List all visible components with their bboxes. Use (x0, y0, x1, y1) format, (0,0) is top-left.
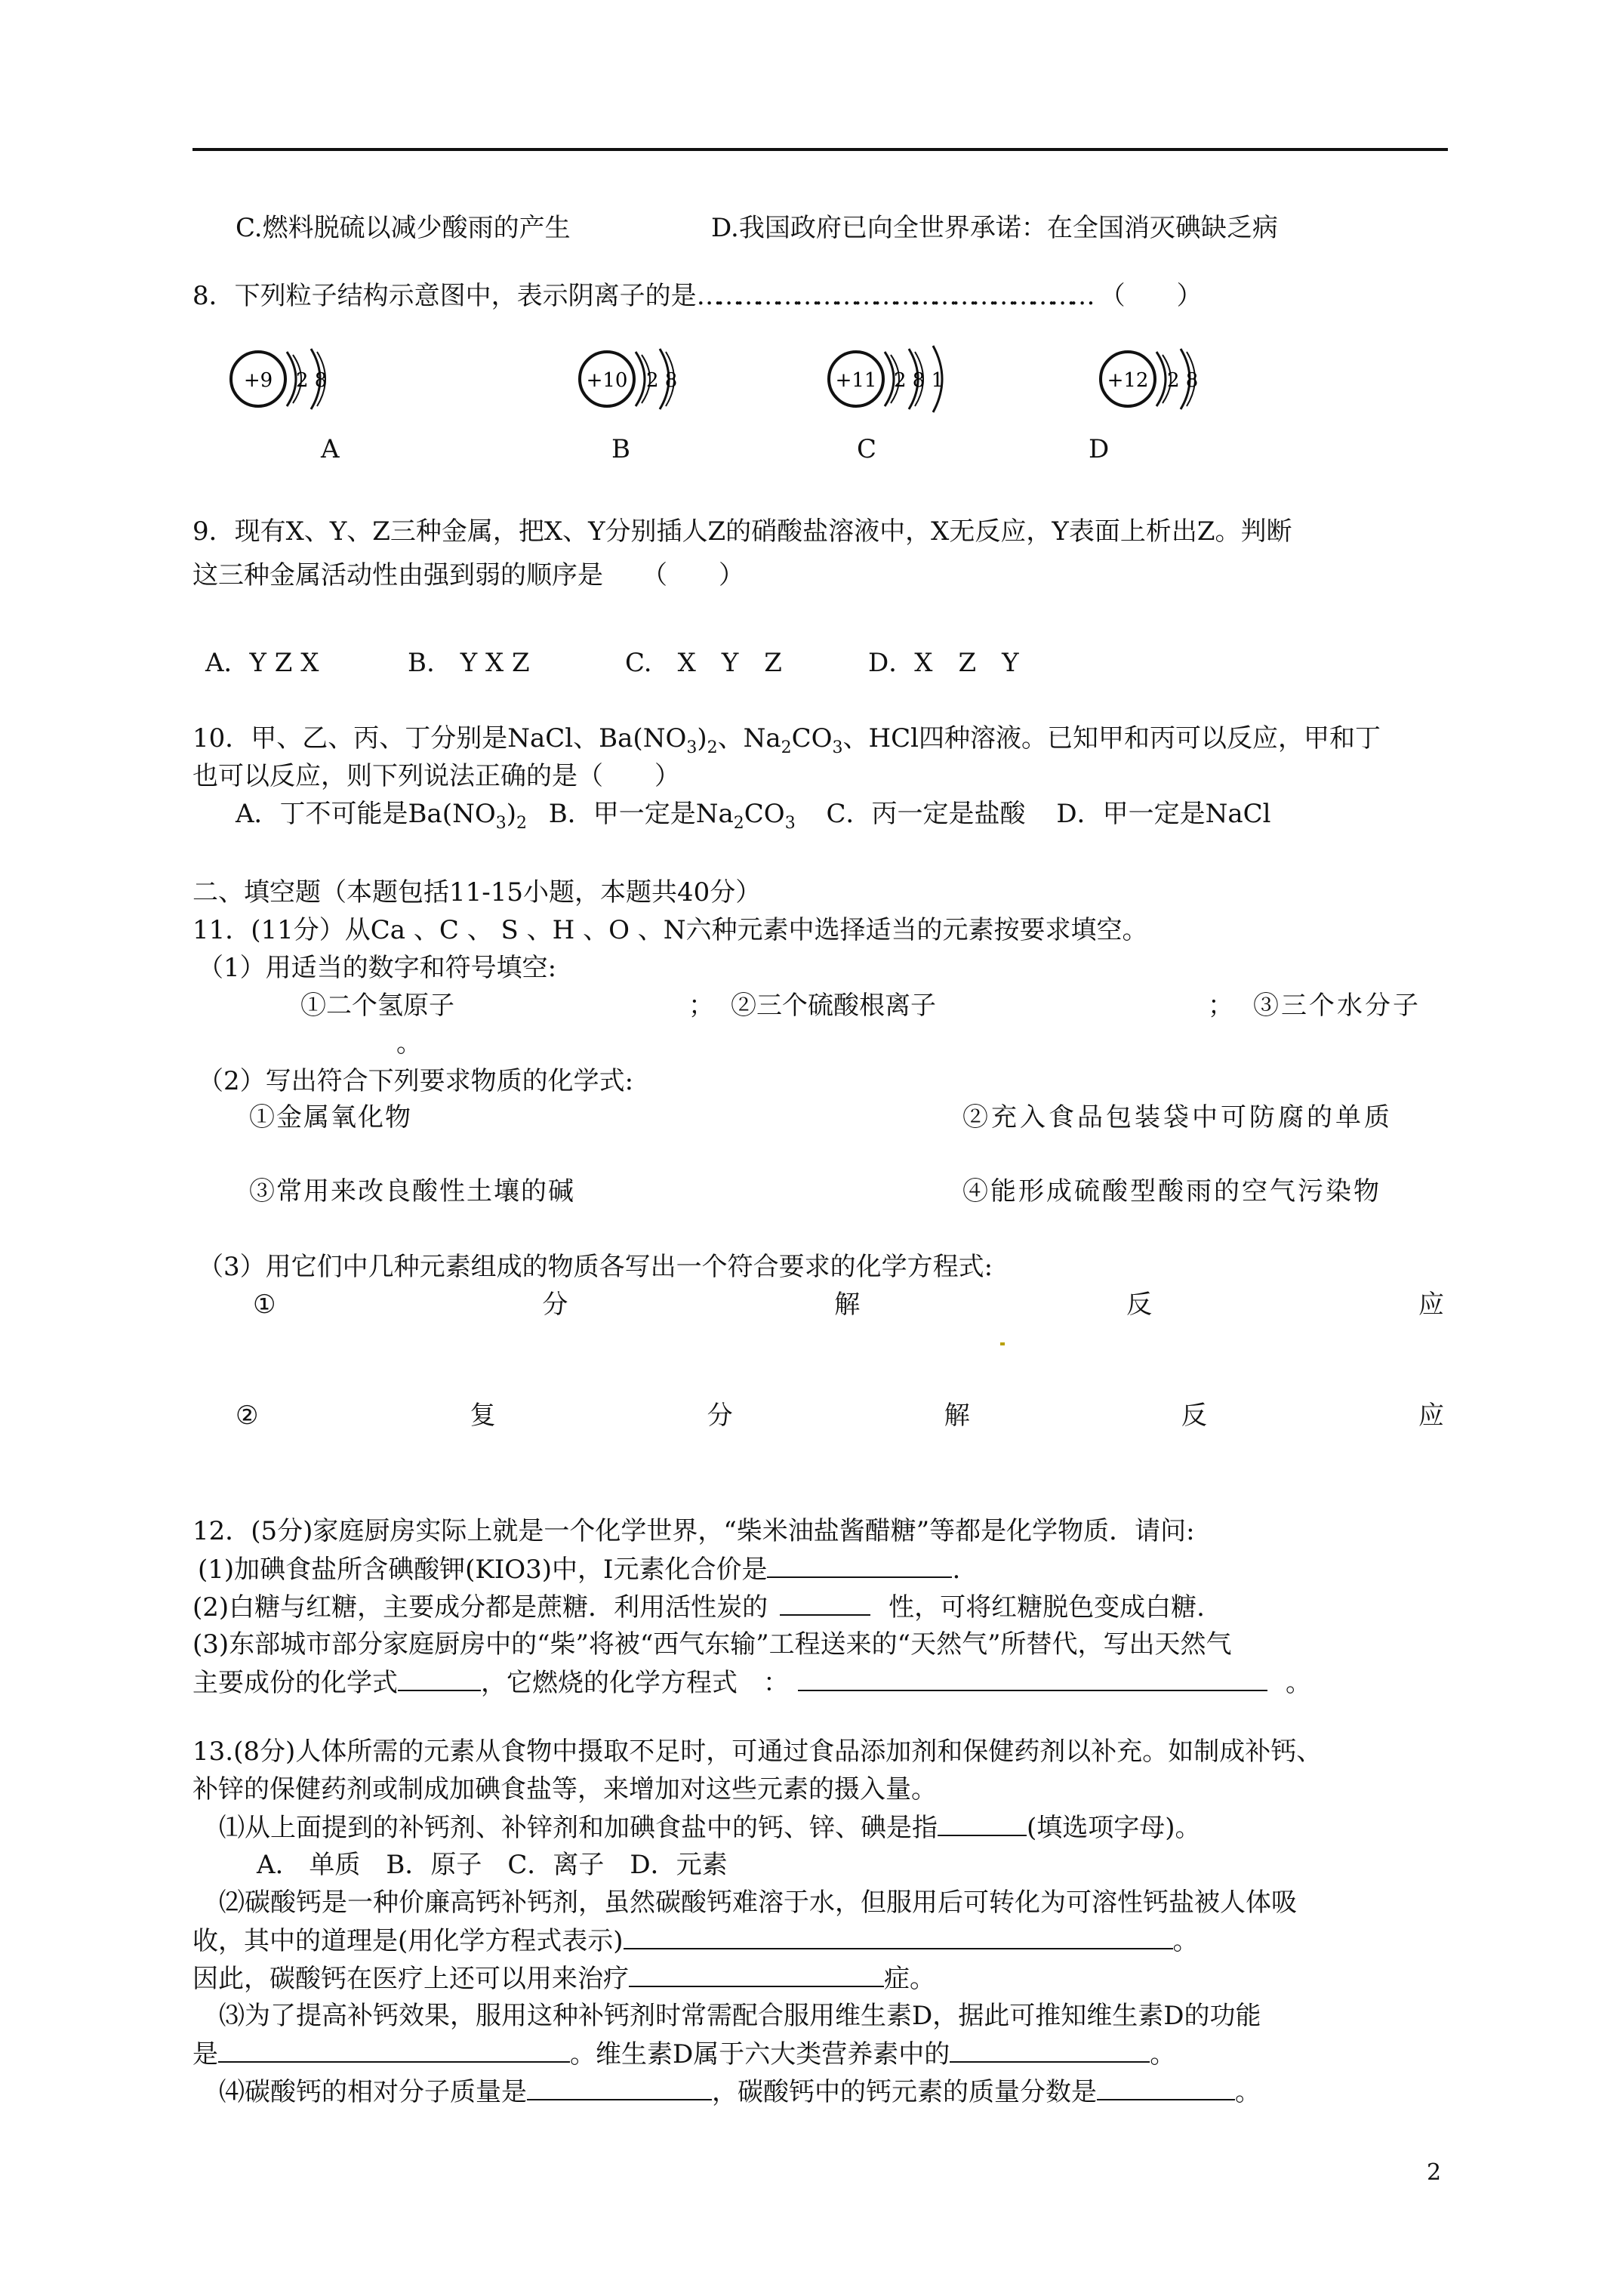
q13-s1-blank[interactable] (938, 1812, 1027, 1836)
q13-s2-line2 (192, 1925, 1199, 1957)
q13-s3-a: 是 (192, 2039, 218, 2069)
q11-part1: （1）用适当的数字和符号填空: (198, 953, 557, 983)
q9-line2: 这三种金属活动性由强到弱的顺序是 （ ） (192, 560, 744, 590)
q11-p3-1-marker: ① (253, 1290, 276, 1320)
q8-stem-text: 8．下列粒子结构示意图中，表示阴离子的是 (192, 281, 697, 311)
q13-s3-blank1[interactable] (218, 2039, 570, 2063)
q10-opt-a-sub1: 3 (495, 813, 507, 833)
q10-opt-a-sub2: 2 (516, 813, 527, 833)
q11-p1-end: 。 (396, 1028, 422, 1059)
q11-p3-2-char3: 解 (944, 1401, 970, 1431)
q7-option-c: C.燃料脱硫以减少酸雨的产生 (236, 213, 571, 243)
section2-heading: 二、填空题（本题包括11-15小题，本题共40分） (192, 877, 762, 908)
q10-opt-a: A．丁不可能是Ba(NO (236, 799, 496, 829)
q10-opt-b: B．甲一定是Na (548, 799, 734, 829)
page-number: 2 (1427, 2159, 1442, 2186)
atom-b-label: B (611, 434, 630, 464)
atom-a-nucleus: +9 (243, 369, 273, 392)
atom-c-label: C (857, 434, 877, 464)
q10-options (236, 799, 1271, 834)
q12-s3-end: 。 (1286, 1668, 1311, 1698)
q11-p3-2-char1: 复 (470, 1401, 496, 1431)
q13-s3-line1: ⑶为了提高补钙效果，服用这种补钙剂时常需配合服用维生素D，据此可推知维生素D的功能 (219, 2001, 1261, 2031)
atom-b-nucleus: +10 (586, 369, 628, 392)
q10-line1-i: 、HCl四种溶液。已知甲和丙可以反应，甲和丁 (842, 723, 1381, 754)
q10-opt-b-sub1: 2 (733, 813, 744, 833)
q12-s1-text: (1)加碘食盐所含碘酸钾(KIO3)中，I元素化合价是 (198, 1555, 768, 1585)
q12-s1-blank[interactable] (767, 1554, 952, 1578)
q9-option-a: A．Y Z X (205, 648, 319, 678)
q13-s1-options: A. 单质 B．原子 C．离子 D．元素 (257, 1850, 728, 1880)
q11-stem: 11．(11分）从Ca 、C 、 S 、H 、O 、N六种元素中选择适当的元素按要求填空。 (192, 915, 1148, 945)
q11-part2: （2）写出符合下列要求物质的化学式: (198, 1066, 634, 1096)
q11-p3-2-marker: ② (236, 1401, 259, 1431)
q10-line1-g: CO (791, 723, 833, 754)
q12-s3-blank2[interactable] (798, 1667, 1267, 1691)
q11-p3-decomposition (253, 1290, 1444, 1321)
q10-line1-c: ) (697, 723, 707, 754)
q13-s2-line2-text: 收，其中的道理是(用化学方程式表示) (192, 1926, 624, 1956)
atom-a-shells: 2 8 (296, 369, 328, 392)
q13-s1-a: ⑴从上面提到的补钙剂、补锌剂和加碘食盐中的钙、锌、碘是指 (219, 1813, 938, 1843)
atom-b-shells: 2 8 (646, 369, 678, 392)
q10-line2: 也可以反应，则下列说法正确的是（ ） (192, 761, 680, 791)
q11-p2-3: ③常用来改良酸性土壤的碱 (249, 1176, 575, 1207)
q12-s2-a: (2)白糖与红糖，主要成分都是蔗糖．利用活性炭的 (192, 1592, 768, 1623)
atom-c-shells: 2 8 1 (894, 369, 944, 392)
q13-s3-end: 。 (1150, 2039, 1176, 2069)
atom-diagram-b (575, 338, 704, 429)
q13-s4 (219, 2076, 1261, 2108)
atom-d-label: D (1089, 434, 1110, 464)
q13-s2-line3-b: 症。 (884, 1964, 935, 1994)
q12-s3-line1: (3)东部城市部分家庭厨房中的“柴”将被“西气东输”工程送来的“天然气”所替代，写出天然气 (192, 1629, 1232, 1660)
q11-p3-1-char1: 分 (542, 1290, 568, 1320)
q11-p3-1-char4: 应 (1418, 1290, 1444, 1320)
atom-d-shells: 2 8 (1167, 369, 1199, 392)
q11-p2-4: ④能形成硫酸型酸雨的空气污染物 (962, 1176, 1381, 1207)
q13-s4-end: 。 (1235, 2077, 1261, 2107)
q13-s2-blank2[interactable] (629, 1963, 884, 1987)
q13-s4-blank1[interactable] (527, 2076, 712, 2100)
atom-d-nucleus: +12 (1107, 369, 1149, 392)
q10-opt-b-co: CO (744, 799, 785, 829)
q12-stem: 12．(5分)家庭厨房实际上就是一个化学世界，“柴米油盐酱醋糖”等都是化学物质．请问: (192, 1516, 1195, 1546)
q13-s1-b: (填选项字母)。 (1027, 1813, 1201, 1843)
q12-s2 (192, 1592, 1205, 1623)
q9-option-d: D．X Z Y (868, 648, 1019, 678)
q13-s3-line2 (192, 2039, 1175, 2070)
q11-p3-2-char5: 应 (1418, 1401, 1444, 1431)
atom-diagram-a (226, 338, 355, 429)
q10-line1-sub1: 3 (686, 738, 698, 757)
q11-p3-double-decomposition (236, 1401, 1444, 1432)
q11-p1-semi2: ； (1208, 991, 1233, 1021)
q11-p3-1-char2: 解 (834, 1290, 861, 1320)
speck-mark (1000, 1342, 1005, 1345)
q13-line1: 13.(8分)人体所需的元素从食物中摄取不足时，可通过食品添加剂和保健药剂以补充。如制成补钙、 (192, 1737, 1323, 1767)
q9-option-c: C. X Y Z (625, 648, 782, 678)
q10-line1-a: 10．甲、乙、丙、丁分别是NaCl、Ba(NO (192, 723, 687, 754)
q10-line1-sub2: 2 (707, 738, 718, 757)
atom-c-nucleus: +11 (835, 369, 877, 392)
q10-opt-d: D．甲一定是NaCl (1056, 799, 1271, 829)
q13-s3-blank2[interactable] (950, 2039, 1150, 2063)
q11-part3: （3）用它们中几种元素组成的物质各写出一个符合要求的化学方程式: (198, 1252, 993, 1282)
atom-a-label: A (321, 434, 340, 464)
q13-s1 (219, 1812, 1201, 1844)
q12-s1-end: . (952, 1555, 961, 1585)
q13-s3-b: 。维生素D属于六大类营养素中的 (570, 2039, 950, 2069)
q13-s4-b: ，碳酸钙中的钙元素的质量分数是 (712, 2077, 1097, 2107)
atom-diagram-d (1096, 338, 1224, 429)
q7-option-d: D.我国政府已向全世界承诺：在全国消灭碘缺乏病 (711, 213, 1278, 243)
q8-leader-dots: …………………………………………………… (696, 281, 1089, 311)
q12-s3-b: ，它燃烧的化学方程式 ： (481, 1668, 789, 1698)
q9-line1: 9．现有X、Y、Z三种金属，把X、Y分别插人Z的硝酸盐溶液中，X无反应，Y表面上析出Z。判断 (192, 516, 1292, 547)
q12-s3-line2 (192, 1667, 1311, 1699)
q10-line1-sub3: 2 (781, 738, 792, 757)
q12-s3-a: 主要成份的化学式 (192, 1668, 398, 1698)
q13-s4-blank2[interactable] (1097, 2076, 1235, 2100)
atom-diagram-c (824, 338, 975, 429)
q13-s4-a: ⑷碳酸钙的相对分子质量是 (219, 2077, 527, 2107)
q13-s2-line2-end: 。 (1172, 1926, 1199, 1956)
q11-p2-1: ①金属氧化物 (249, 1102, 412, 1133)
q13-s2-line1: ⑵碳酸钙是一种价廉高钙补钙剂，虽然碳酸钙难溶于水，但服用后可转化为可溶性钙盐被人体吸 (219, 1888, 1297, 1918)
q13-s2-line3 (192, 1963, 935, 1995)
q13-s2-blank1[interactable] (624, 1925, 1173, 1949)
q13-s2-line3-a: 因此，碳酸钙在医疗上还可以用来治疗 (192, 1964, 629, 1994)
q9-option-b: B. Y X Z (408, 648, 530, 678)
q11-p3-1-char3: 反 (1126, 1290, 1153, 1320)
q11-p1-c: ③三个水分子 (1253, 991, 1421, 1021)
q11-p1-b: ②三个硫酸根离子 (731, 991, 936, 1021)
q10-opt-c: C．丙一定是盐酸 (826, 799, 1026, 829)
q11-p2-2: ②充入食品包装袋中可防腐的单质 (962, 1102, 1393, 1133)
q12-s1 (198, 1554, 960, 1586)
q13-line2: 补锌的保健药剂或制成加碘食盐等，来增加对这些元素的摄入量。 (192, 1774, 937, 1804)
q8-stem (192, 281, 1203, 312)
q10-line1-e: 、Na (717, 723, 781, 754)
q11-p3-2-char4: 反 (1181, 1401, 1207, 1431)
q10-line1 (192, 723, 1381, 758)
q8-answer-paren: （ ） (1099, 281, 1203, 311)
q12-s3-blank1[interactable] (398, 1667, 481, 1691)
q11-p1-semi1: ； (688, 991, 714, 1021)
header-rule (192, 148, 1448, 151)
q10-opt-b-sub2: 3 (784, 813, 796, 833)
q10-line1-sub4: 3 (832, 738, 843, 757)
q11-p3-2-char2: 分 (707, 1401, 733, 1431)
q12-s2-blank[interactable] (780, 1592, 870, 1616)
q10-opt-a-paren: ) (506, 799, 516, 829)
q11-p1-a: ①二个氢原子 (300, 991, 454, 1021)
q12-s2-b: 性，可将红糖脱色变成白糖. (888, 1592, 1205, 1623)
